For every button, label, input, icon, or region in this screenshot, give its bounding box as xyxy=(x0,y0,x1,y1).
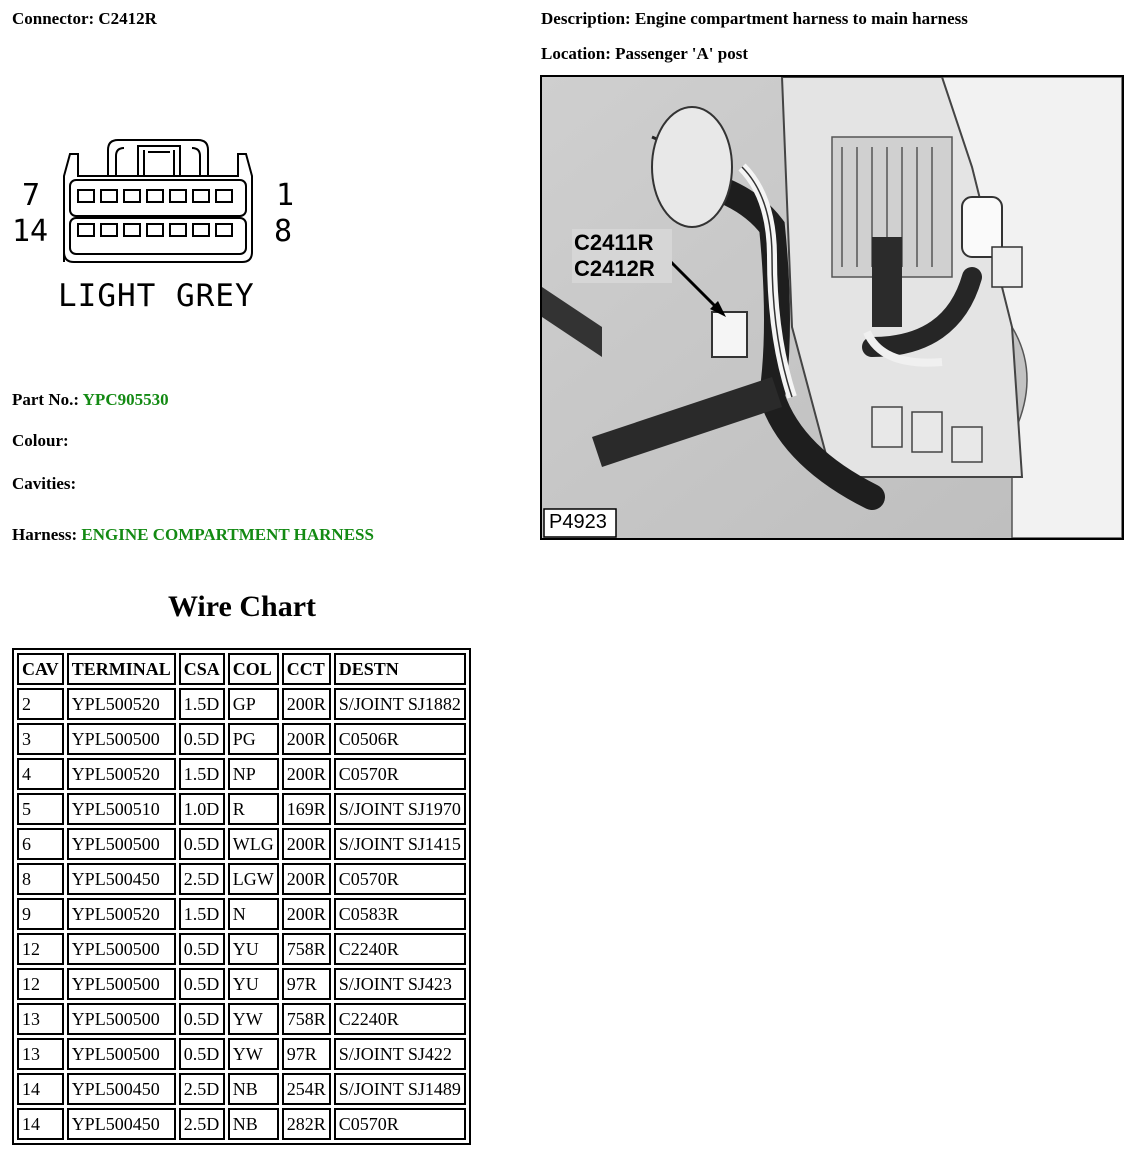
table-row xyxy=(17,828,466,860)
cell-terminal: YPL500500 xyxy=(67,723,176,755)
cell-cav: 4 xyxy=(17,758,64,790)
cavities-field xyxy=(12,474,76,494)
cell-terminal: YPL500520 xyxy=(67,898,176,930)
photo-callout-c2411r: C2411R xyxy=(574,230,654,255)
cell-cct: 200R xyxy=(282,758,331,790)
cell-csa: 1.5D xyxy=(179,688,225,720)
cell-cav: 12 xyxy=(17,933,64,965)
part-no-value: YPC905530 xyxy=(82,390,169,409)
cell-col: YU xyxy=(228,968,279,1000)
table-row xyxy=(17,723,466,755)
cell-csa: 1.0D xyxy=(179,793,225,825)
location-photo xyxy=(540,75,1124,540)
table-row xyxy=(17,968,466,1000)
cell-cct: 758R xyxy=(282,1003,331,1035)
table-row xyxy=(17,758,466,790)
cell-cct: 200R xyxy=(282,898,331,930)
location-label: Location: xyxy=(541,44,611,63)
cell-col: YW xyxy=(228,1003,279,1035)
harness-value: ENGINE COMPARTMENT HARNESS xyxy=(81,525,374,544)
cell-col: GP xyxy=(228,688,279,720)
description-value: Engine compartment harness to main harness xyxy=(634,9,968,28)
wire-chart-body xyxy=(17,688,466,1140)
pin-number-top-right: 1 xyxy=(276,178,295,213)
cell-csa: 0.5D xyxy=(179,933,225,965)
cell-csa: 2.5D xyxy=(179,1073,225,1105)
cell-destn: C0570R xyxy=(334,758,466,790)
header-col: COL xyxy=(228,653,279,685)
colour-field xyxy=(12,431,69,451)
cell-col: WLG xyxy=(228,828,279,860)
pin-number-top-left: 7 xyxy=(22,178,41,213)
cell-cct: 97R xyxy=(282,968,331,1000)
photo-callout-c2412r: C2412R xyxy=(574,256,655,281)
cell-cct: 758R xyxy=(282,933,331,965)
cell-col: LGW xyxy=(228,863,279,895)
wire-chart-title: Wire Chart xyxy=(167,590,317,623)
cell-terminal: YPL500500 xyxy=(67,828,176,860)
header-csa: CSA xyxy=(179,653,225,685)
table-row xyxy=(17,1038,466,1070)
cell-terminal: YPL500500 xyxy=(67,1038,176,1070)
connector-label: Connector: xyxy=(12,9,95,28)
cell-csa: 2.5D xyxy=(179,863,225,895)
header-cav: CAV xyxy=(17,653,64,685)
cell-cav: 5 xyxy=(17,793,64,825)
cell-destn: S/JOINT SJ423 xyxy=(334,968,466,1000)
wire-chart-table xyxy=(12,648,471,1145)
cell-cav: 6 xyxy=(17,828,64,860)
harness-location-illustration xyxy=(542,77,1122,538)
cell-destn: S/JOINT SJ1415 xyxy=(334,828,466,860)
cell-csa: 0.5D xyxy=(179,1038,225,1070)
table-row xyxy=(17,1003,466,1035)
cell-col: NB xyxy=(228,1108,279,1140)
header-terminal: TERMINAL xyxy=(67,653,176,685)
table-row xyxy=(17,933,466,965)
cell-destn: S/JOINT SJ1882 xyxy=(334,688,466,720)
cell-destn: C0506R xyxy=(334,723,466,755)
harness-label: Harness: xyxy=(12,525,78,544)
cell-terminal: YPL500450 xyxy=(67,1108,176,1140)
table-row xyxy=(17,898,466,930)
part-no-label: Part No.: xyxy=(12,390,80,409)
cell-destn: C0583R xyxy=(334,898,466,930)
description-field xyxy=(541,9,968,29)
cell-col: NP xyxy=(228,758,279,790)
cell-cct: 200R xyxy=(282,723,331,755)
part-no-field xyxy=(12,390,169,410)
cell-destn: S/JOINT SJ422 xyxy=(334,1038,466,1070)
cell-destn: C0570R xyxy=(334,1108,466,1140)
cell-csa: 0.5D xyxy=(179,828,225,860)
cell-cct: 282R xyxy=(282,1108,331,1140)
cell-cct: 200R xyxy=(282,863,331,895)
table-header-row xyxy=(17,653,466,685)
cell-col: PG xyxy=(228,723,279,755)
table-row xyxy=(17,688,466,720)
cell-cav: 12 xyxy=(17,968,64,1000)
cell-terminal: YPL500450 xyxy=(67,863,176,895)
cell-csa: 0.5D xyxy=(179,968,225,1000)
cell-csa: 0.5D xyxy=(179,1003,225,1035)
connector-field xyxy=(12,9,157,29)
table-row xyxy=(17,1073,466,1105)
cell-cct: 200R xyxy=(282,688,331,720)
cell-cct: 97R xyxy=(282,1038,331,1070)
cavities-label: Cavities: xyxy=(12,474,77,493)
cell-col: YW xyxy=(228,1038,279,1070)
cell-terminal: YPL500520 xyxy=(67,758,176,790)
connector-face-diagram xyxy=(8,132,308,322)
cell-csa: 2.5D xyxy=(179,1108,225,1140)
photo-figure-id: P4923 xyxy=(549,511,607,533)
cell-cav: 3 xyxy=(17,723,64,755)
cell-col: R xyxy=(228,793,279,825)
cell-cav: 8 xyxy=(17,863,64,895)
colour-label: Colour: xyxy=(12,431,69,450)
cell-cav: 14 xyxy=(17,1073,64,1105)
cell-col: YU xyxy=(228,933,279,965)
cell-col: N xyxy=(228,898,279,930)
cell-cct: 254R xyxy=(282,1073,331,1105)
cell-terminal: YPL500450 xyxy=(67,1073,176,1105)
harness-field xyxy=(12,525,374,545)
cell-destn: C2240R xyxy=(334,1003,466,1035)
header-cct: CCT xyxy=(282,653,331,685)
cell-terminal: YPL500500 xyxy=(67,933,176,965)
cell-csa: 1.5D xyxy=(179,898,225,930)
cell-cav: 9 xyxy=(17,898,64,930)
location-field xyxy=(541,44,748,64)
table-row xyxy=(17,793,466,825)
connector-value: C2412R xyxy=(98,9,157,28)
cell-terminal: YPL500500 xyxy=(67,1003,176,1035)
header-destn: DESTN xyxy=(334,653,466,685)
pin-number-bottom-right: 8 xyxy=(274,214,293,249)
cell-cav: 13 xyxy=(17,1038,64,1070)
cell-cct: 169R xyxy=(282,793,331,825)
cell-terminal: YPL500510 xyxy=(67,793,176,825)
cell-destn: C2240R xyxy=(334,933,466,965)
table-row xyxy=(17,863,466,895)
cell-col: NB xyxy=(228,1073,279,1105)
cell-cav: 13 xyxy=(17,1003,64,1035)
location-value: Passenger 'A' post xyxy=(615,44,748,63)
table-row xyxy=(17,1108,466,1140)
connector-colour-label: LIGHT GREY xyxy=(58,278,255,314)
description-label: Description: xyxy=(541,9,631,28)
cell-terminal: YPL500500 xyxy=(67,968,176,1000)
cell-cct: 200R xyxy=(282,828,331,860)
cell-destn: S/JOINT SJ1970 xyxy=(334,793,466,825)
cell-csa: 1.5D xyxy=(179,758,225,790)
cell-cav: 14 xyxy=(17,1108,64,1140)
cell-terminal: YPL500520 xyxy=(67,688,176,720)
pin-number-bottom-left: 14 xyxy=(12,214,49,249)
cell-destn: S/JOINT SJ1489 xyxy=(334,1073,466,1105)
cell-destn: C0570R xyxy=(334,863,466,895)
cell-cav: 2 xyxy=(17,688,64,720)
cell-csa: 0.5D xyxy=(179,723,225,755)
